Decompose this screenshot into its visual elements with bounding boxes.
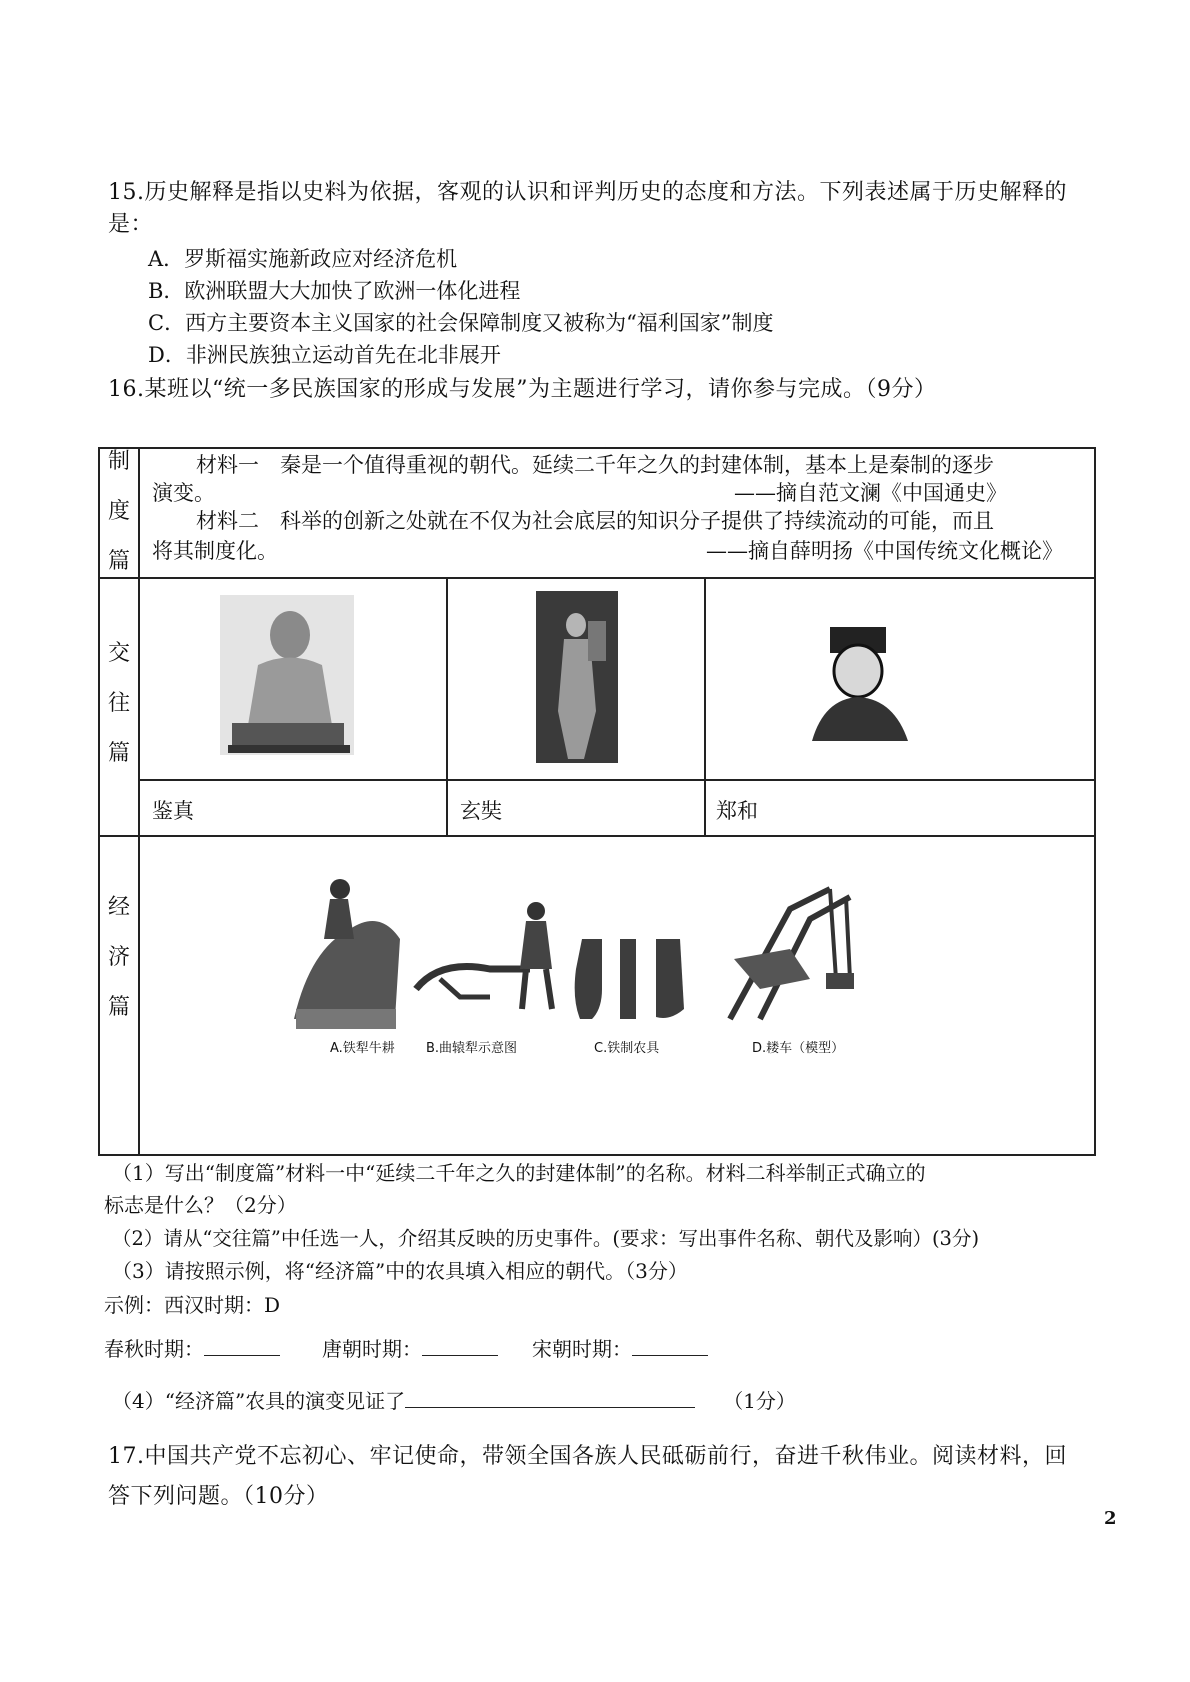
person-jianzhen: 鉴真 — [152, 799, 194, 823]
person-xuanzang: 玄奘 — [460, 799, 502, 823]
tool-caption-d: D.耧车（模型） — [752, 1041, 845, 1056]
material2-line2: 将其制度化。 — [152, 539, 278, 563]
tool-caption-c: C.铁制农具 — [594, 1041, 660, 1056]
q16-example: 示例：西汉时期：D — [104, 1293, 281, 1317]
label-char: 篇 — [107, 741, 130, 766]
label-char: 篇 — [107, 995, 130, 1020]
page-number: 2 — [1104, 1508, 1117, 1529]
section-label-jiaowang — [96, 629, 142, 779]
label-char: 经 — [107, 895, 130, 920]
answer-spring-autumn — [104, 1334, 280, 1364]
table-divider — [100, 835, 1094, 837]
q15-option-b: B．欧洲联盟大大加快了欧洲一体化进程 — [148, 279, 521, 303]
person-zhenghe: 郑和 — [716, 799, 758, 823]
seed-drill-figure — [730, 889, 854, 1019]
tool-caption-b: B.曲辕犁示意图 — [426, 1041, 518, 1056]
quyuan-plough-figure — [416, 902, 552, 1009]
q16-sub3: （3）请按照示例，将“经济篇”中的农具填入相应的朝代。（3分） — [112, 1259, 688, 1283]
answer-blank[interactable] — [204, 1337, 280, 1356]
period-label: 唐朝时期： — [322, 1337, 422, 1361]
q15-option-a: A．罗斯福实施新政应对经济危机 — [148, 247, 458, 271]
sub4-score: （1分） — [723, 1389, 796, 1413]
q17-line2: 答下列问题。（10分） — [108, 1484, 329, 1509]
q16-sub4 — [112, 1386, 796, 1416]
answer-blank[interactable] — [632, 1337, 708, 1356]
period-label: 春秋时期： — [104, 1337, 204, 1361]
q16-sub1-line2: 标志是什么？（2分） — [104, 1193, 297, 1217]
q16-sub1-line1: （1）写出“制度篇”材料一中“延续二千年之久的封建体制”的名称。材料二科举制正式确立的 — [112, 1161, 926, 1185]
xuanzang-painting-image — [536, 591, 618, 763]
q15-stem-line1: 15.历史解释是指以史料为依据，客观的认识和评判历史的态度和方法。下列表述属于历史解释的 — [108, 180, 1067, 205]
table-divider — [100, 577, 1094, 579]
tool-caption-a: A.铁犁牛耕 — [330, 1041, 395, 1056]
zhenghe-portrait-image — [808, 623, 912, 743]
material2-source: ——摘自薛明扬《中国传统文化概论》 — [706, 539, 1063, 563]
section-label-zhidu — [96, 437, 142, 587]
q16-stem: 16.某班以“统一多民族国家的形成与发展”为主题进行学习，请你参与完成。（9分） — [108, 377, 937, 402]
material1-line2: 演变。 — [152, 481, 215, 505]
q15-stem-line2: 是： — [108, 212, 154, 237]
period-label: 宋朝时期： — [532, 1337, 632, 1361]
label-char: 往 — [107, 691, 130, 716]
q15-option-c: C．西方主要资本主义国家的社会保障制度又被称为“福利国家”制度 — [148, 311, 774, 335]
q16-sub2: （2）请从“交往篇”中任选一人，介绍其反映的历史事件。(要求：写出事件名称、朝代及影响）(3分) — [112, 1227, 980, 1250]
answer-blank[interactable] — [422, 1337, 498, 1356]
section-label-jingji — [96, 883, 142, 1033]
table-divider — [704, 577, 706, 835]
material2-line1: 材料二 科举的创新之处就在不仅为社会底层的知识分子提供了持续流动的可能，而且 — [196, 509, 994, 533]
jianzhen-statue-image — [220, 595, 354, 755]
q16-table — [98, 447, 1096, 1156]
answer-blank[interactable] — [405, 1389, 695, 1408]
q17-line1: 17.中国共产党不忘初心、牢记使命，带领全国各族人民砥砺前行，奋进千秋伟业。阅读材料，回 — [108, 1444, 1067, 1469]
table-divider — [140, 779, 1094, 781]
label-char: 篇 — [107, 549, 130, 574]
table-divider — [446, 577, 448, 835]
q15-option-d: D．非洲民族独立运动首先在北非展开 — [148, 343, 501, 367]
answer-tang — [322, 1334, 498, 1364]
label-char: 制 — [107, 449, 130, 474]
answer-song — [532, 1334, 708, 1364]
iron-tools-figure — [575, 939, 684, 1019]
farming-tools-illustration — [290, 869, 860, 1039]
sub4-prefix: （4）“经济篇”农具的演变见证了 — [112, 1389, 406, 1413]
label-char: 济 — [107, 945, 130, 970]
label-char: 交 — [107, 641, 130, 666]
material1-line1: 材料一 秦是一个值得重视的朝代。延续二千年之久的封建体制，基本上是秦制的逐步 — [196, 453, 994, 477]
label-char: 度 — [107, 499, 130, 524]
ox-plough-figure — [294, 879, 400, 1029]
material1-source: ——摘自范文澜《中国通史》 — [734, 481, 1007, 505]
